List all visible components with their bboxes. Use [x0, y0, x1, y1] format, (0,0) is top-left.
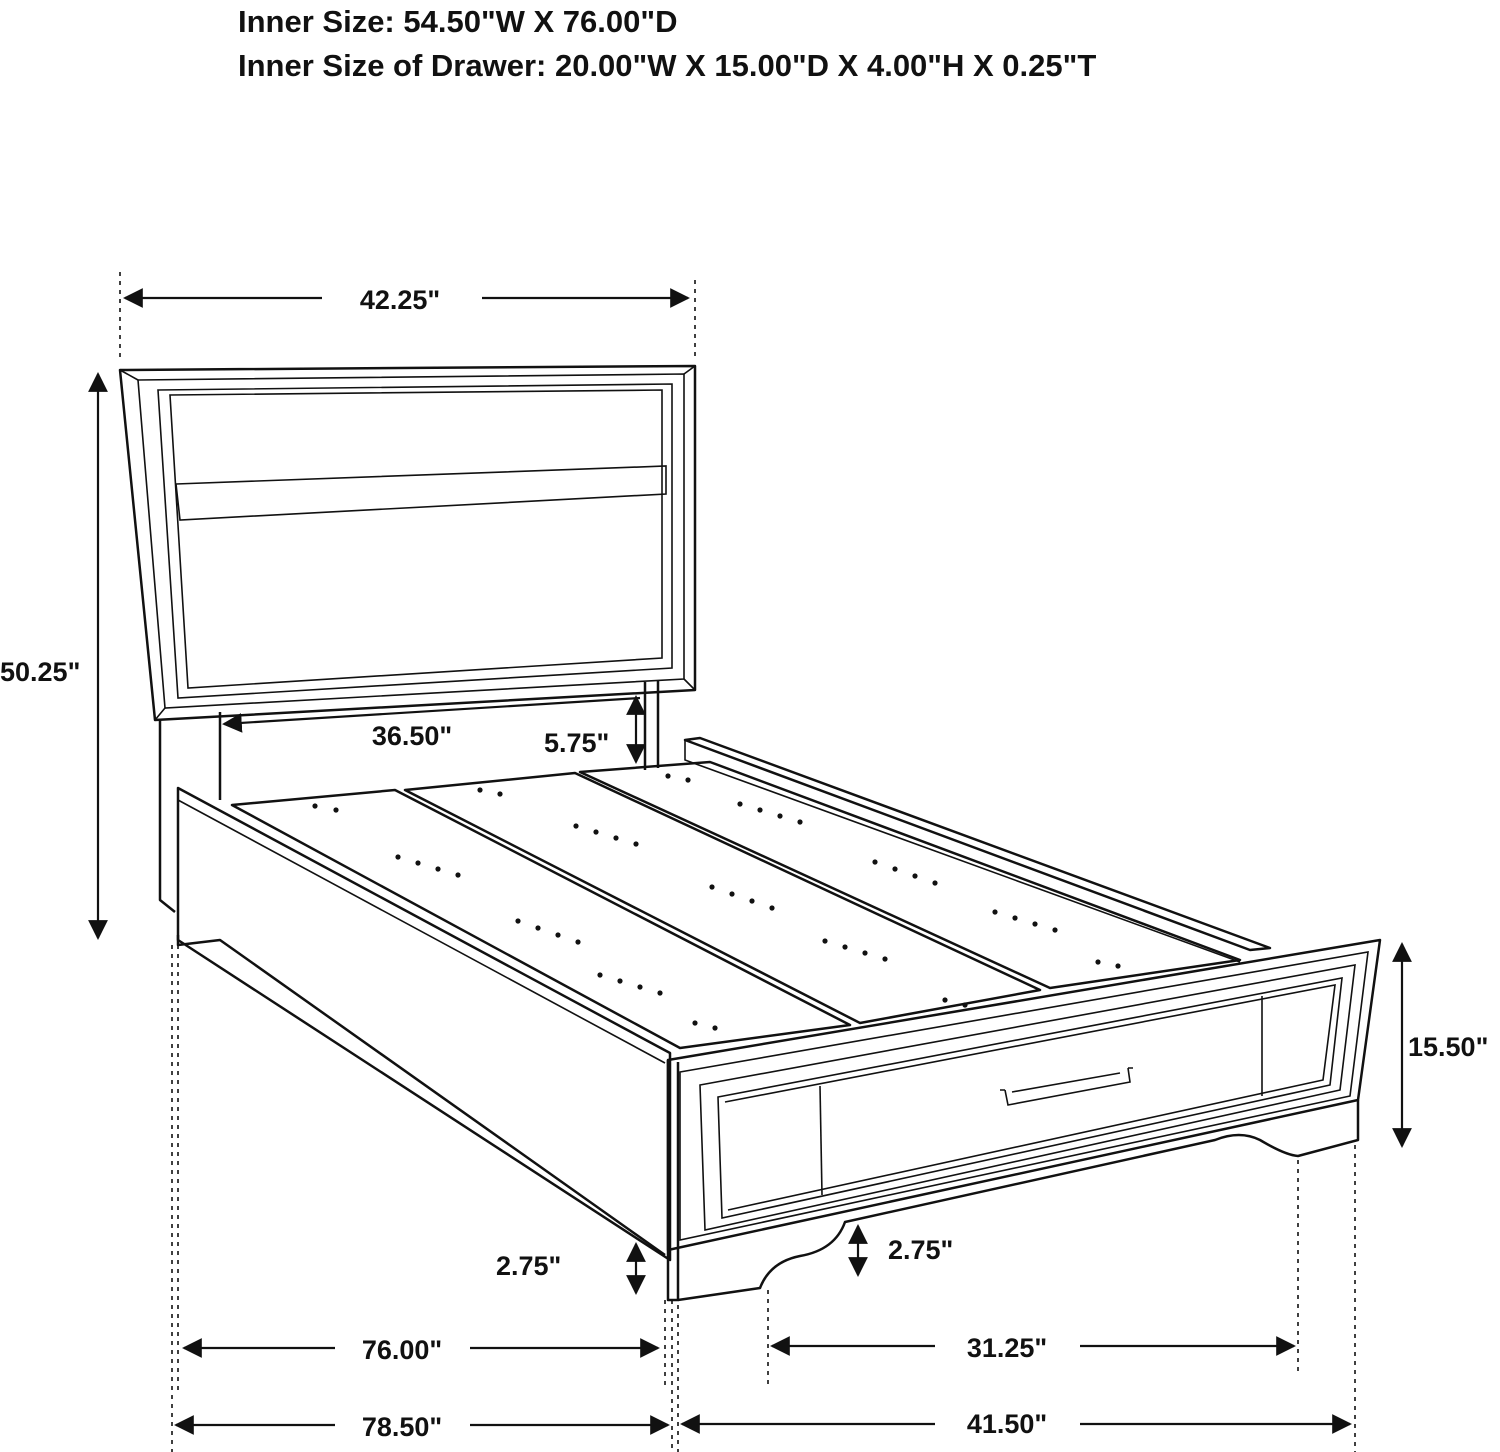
drawer-handle-icon	[1000, 1068, 1133, 1105]
slat-hole	[942, 997, 947, 1002]
slat-hole	[477, 787, 482, 792]
overall-width-label: 41.50"	[966, 1409, 1048, 1439]
slat-hole	[435, 866, 440, 871]
slat-hole	[842, 944, 847, 949]
slat-hole	[709, 884, 714, 889]
slat-hole	[415, 860, 420, 865]
slat-hole	[769, 905, 774, 910]
slat-hole	[992, 909, 997, 914]
headboard-height-label: 50.25"	[0, 657, 81, 687]
slat-hole	[882, 956, 887, 961]
dimension-labels	[0, 285, 1488, 1442]
slat-hole	[872, 859, 877, 864]
slat-hole	[712, 1025, 717, 1030]
slat-hole	[757, 807, 762, 812]
slat-hole	[932, 880, 937, 885]
side-rail	[178, 788, 670, 1260]
slat-hole	[892, 866, 897, 871]
extension-lines	[120, 272, 1355, 1452]
slat-hole	[777, 813, 782, 818]
slat-hole	[535, 925, 540, 930]
slat-hole	[515, 918, 520, 923]
slat-hole	[1052, 927, 1057, 932]
slat-hole	[497, 791, 502, 796]
side-clearance-label: 2.75"	[496, 1251, 562, 1281]
slat-hole	[597, 972, 602, 977]
slat-hole	[617, 978, 622, 983]
slats	[232, 762, 1240, 1048]
slat-hole	[862, 950, 867, 955]
slat-hole	[1095, 959, 1100, 964]
slat-hole	[737, 801, 742, 806]
slat-hole	[749, 898, 754, 903]
slat-hole	[555, 932, 560, 937]
slat-hole	[593, 829, 598, 834]
slat-hole	[1012, 915, 1017, 920]
headboard-gap-label: 5.75"	[544, 728, 610, 758]
slat-hole	[962, 1002, 967, 1007]
slat-hole	[692, 1020, 697, 1025]
slat-hole	[912, 873, 917, 878]
slat-hole	[822, 938, 827, 943]
inner-length-label: 76.00"	[361, 1335, 443, 1365]
foot-clearance-label: 2.75"	[888, 1235, 954, 1265]
slat-hole	[1032, 921, 1037, 926]
slat-hole	[395, 854, 400, 859]
overall-length-label: 78.50"	[361, 1412, 443, 1442]
dimension-lines	[98, 298, 1402, 1425]
footboard-height-label: 15.50"	[1408, 1032, 1489, 1062]
slat-hole	[613, 835, 618, 840]
slat-hole	[312, 803, 317, 808]
slat-hole	[657, 990, 662, 995]
slat-hole	[455, 872, 460, 877]
far-rail	[685, 738, 1270, 962]
slat-hole	[637, 984, 642, 989]
drawer-inner-size-spec: Inner Size of Drawer: 20.00"W X 15.00"D X 4.00"H X 0.25"T	[238, 48, 1097, 83]
slat-hole	[333, 807, 338, 812]
sparkle-strip	[176, 466, 666, 520]
slat-hole	[685, 777, 690, 782]
slat-dots	[312, 773, 1120, 1030]
slat-hole	[729, 891, 734, 896]
slat-hole	[665, 773, 670, 778]
headboard	[120, 366, 695, 912]
headboard-width-label: 42.25"	[359, 285, 441, 315]
slat-hole	[633, 841, 638, 846]
headboard-inner-width-label: 36.50"	[371, 721, 453, 751]
slat-hole	[1115, 963, 1120, 968]
foot-span-label: 31.25"	[966, 1333, 1048, 1363]
inner-size-spec: Inner Size: 54.50"W X 76.00"D	[238, 4, 678, 39]
slat-hole	[797, 819, 802, 824]
slat-hole	[575, 939, 580, 944]
slat-hole	[573, 823, 578, 828]
